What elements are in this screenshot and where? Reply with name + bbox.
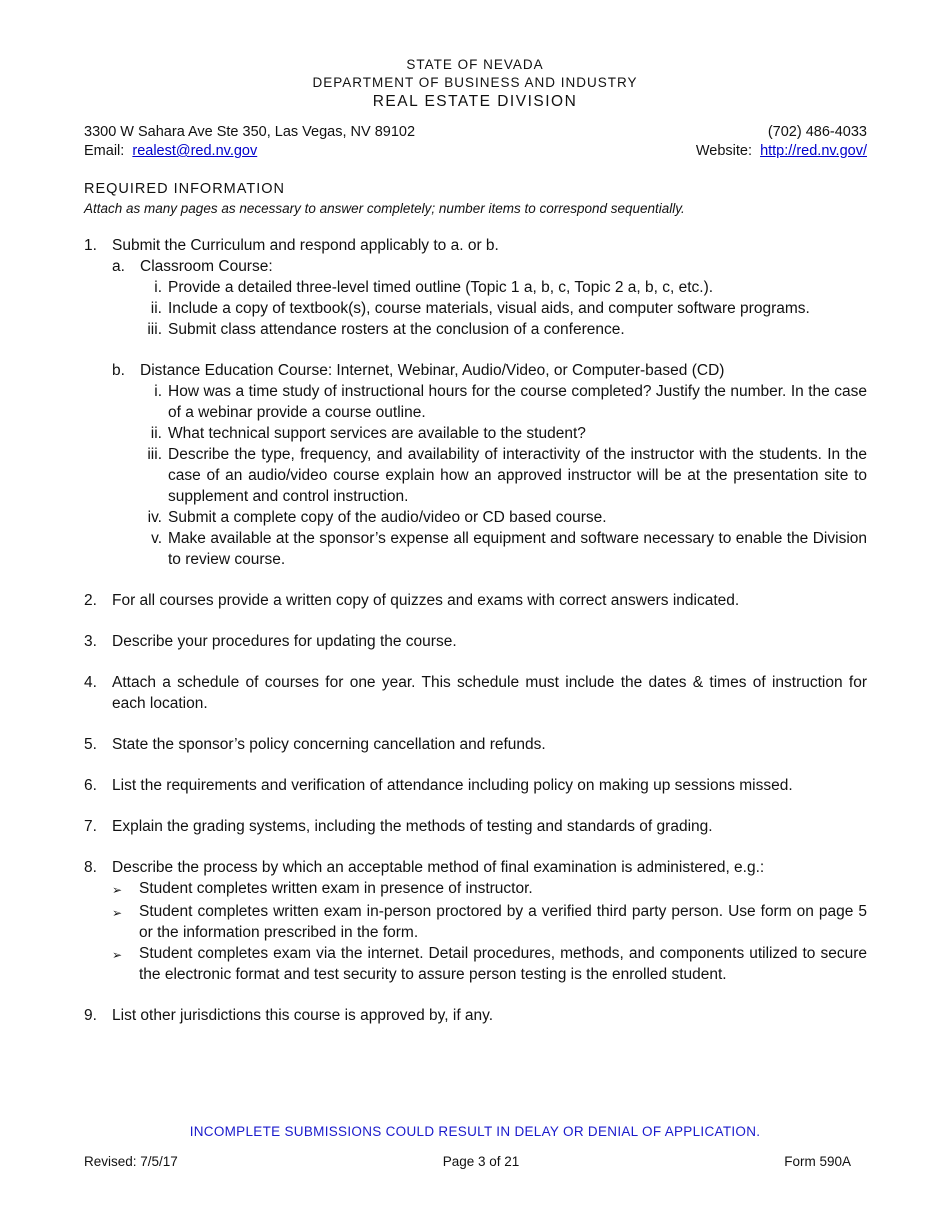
incomplete-notice: INCOMPLETE SUBMISSIONS COULD RESULT IN DELAY OR DENIAL OF APPLICATION.	[189, 1124, 761, 1139]
item-text: Describe your procedures for updating the course.	[112, 633, 457, 650]
roman-text: Submit class attendance rosters at the conclusion of a conference.	[168, 321, 625, 338]
bullet-text: Student completes written exam in presence of instructor.	[139, 880, 533, 897]
exam-bullet	[112, 943, 867, 985]
item-number: 3.	[84, 633, 97, 650]
sub-text: Classroom Course:	[140, 258, 273, 275]
roman-text: Submit a complete copy of the audio/video or CD based course.	[168, 509, 607, 526]
roman-label: i.	[154, 383, 162, 400]
arrow-bullet-icon: ➢	[112, 883, 123, 897]
email-link[interactable]: realest@red.nv.gov	[132, 143, 258, 159]
required-info	[84, 180, 867, 218]
required-heading: REQUIRED INFORMATION	[84, 181, 285, 197]
item-text: Submit the Curriculum and respond applicably to a. or b.	[112, 237, 499, 254]
roman-label: i.	[154, 279, 162, 296]
roman-text: How was a time study of instructional hours for the course completed? Justify the number. In the case of a webinar provide a course outline.	[168, 383, 867, 421]
item-text: List the requirements and verification of attendance including policy on making up sessions missed.	[112, 777, 793, 794]
roman-item	[140, 507, 867, 528]
sub-label: a.	[112, 258, 125, 275]
bullet-text: Student completes written exam in-person proctored by a verified third party person. Use form on page 5 or the information prescribed in the form.	[139, 903, 867, 941]
roman-text: What technical support services are available to the student?	[168, 425, 586, 442]
item-text: Attach a schedule of courses for one year. This schedule must include the dates & times of instruction for each location.	[112, 674, 867, 712]
list-item	[84, 1005, 867, 1026]
required-subtitle: Attach as many pages as necessary to answer completely; number items to correspond sequentially.	[84, 201, 685, 216]
sub-text: Distance Education Course: Internet, Webinar, Audio/Video, or Computer-based (CD)	[140, 362, 725, 379]
list-item	[84, 235, 867, 256]
roman-label: ii.	[150, 425, 162, 442]
item-number: 2.	[84, 592, 97, 609]
list-item	[84, 631, 867, 652]
item-number: 7.	[84, 818, 97, 835]
form-number: Form 590A	[784, 1154, 851, 1169]
requirements-list	[84, 235, 867, 1026]
page-number: Page 3 of 21	[442, 1154, 520, 1169]
address: 3300 W Sahara Ave Ste 350, Las Vegas, NV 89102	[84, 124, 416, 140]
roman-text: Describe the type, frequency, and availability of interactivity of the instructor with the students. In the case of an audio/video course explain how an approved instructor will be at the presentation site to supplement and control instruction.	[168, 446, 867, 505]
roman-item	[140, 444, 867, 507]
state-title: STATE OF NEVADA	[406, 57, 544, 72]
roman-label: iv.	[147, 509, 162, 526]
division-title: REAL ESTATE DIVISION	[372, 93, 578, 110]
exam-bullet	[112, 878, 867, 901]
arrow-bullet-icon: ➢	[112, 906, 123, 920]
sub-label: b.	[112, 362, 125, 379]
roman-item	[140, 277, 867, 298]
item-number: 8.	[84, 859, 97, 876]
roman-item	[140, 423, 867, 444]
item-number: 1.	[84, 237, 97, 254]
agency-header	[0, 56, 950, 112]
arrow-bullet-icon: ➢	[112, 948, 123, 962]
roman-label: ii.	[150, 300, 162, 317]
contact-block	[84, 123, 867, 161]
item-text: Describe the process by which an acceptable method of final examination is administered, e.g.:	[112, 859, 765, 876]
list-item	[84, 857, 867, 878]
phone: (702) 486-4033	[767, 124, 867, 140]
roman-text: Include a copy of textbook(s), course materials, visual aids, and computer software programs.	[168, 300, 810, 317]
website-link[interactable]: http://red.nv.gov/	[760, 143, 867, 159]
sub-item-b	[112, 360, 867, 381]
website-line	[696, 142, 867, 161]
list-item	[84, 734, 867, 755]
revised-date: Revised: 7/5/17	[84, 1154, 178, 1169]
item-number: 5.	[84, 736, 97, 753]
item-text: List other jurisdictions this course is approved by, if any.	[112, 1007, 494, 1024]
item-number: 4.	[84, 674, 97, 691]
page-footer	[84, 1154, 851, 1169]
list-item	[84, 816, 867, 837]
bullet-text: Student completes exam via the internet. Detail procedures, methods, and components utilized to secure the electronic format and test security to assure person testing is the enrolled student.	[139, 945, 867, 983]
email-line	[84, 142, 257, 161]
item-number: 9.	[84, 1007, 97, 1024]
sub-item-a	[112, 256, 867, 277]
roman-item	[140, 319, 867, 340]
item-number: 6.	[84, 777, 97, 794]
roman-label: iii.	[147, 446, 162, 463]
item-text: Explain the grading systems, including the methods of testing and standards of grading.	[112, 818, 713, 835]
department-title: DEPARTMENT OF BUSINESS AND INDUSTRY	[312, 75, 638, 90]
list-item	[84, 672, 867, 714]
roman-item	[140, 381, 867, 423]
roman-text: Make available at the sponsor’s expense all equipment and software necessary to enable the Division to review course.	[168, 530, 867, 568]
list-item	[84, 775, 867, 796]
website-label: Website:	[695, 143, 752, 159]
roman-text: Provide a detailed three-level timed outline (Topic 1 a, b, c, Topic 2 a, b, c, etc.).	[168, 279, 714, 296]
list-item	[84, 590, 867, 611]
roman-item	[140, 298, 867, 319]
exam-bullet	[112, 901, 867, 943]
roman-item	[140, 528, 867, 570]
email-label: Email:	[84, 143, 125, 159]
item-text: For all courses provide a written copy of quizzes and exams with correct answers indicated.	[112, 592, 740, 609]
roman-label: iii.	[147, 321, 162, 338]
roman-label: v.	[151, 530, 162, 547]
item-text: State the sponsor’s policy concerning cancellation and refunds.	[112, 736, 546, 753]
